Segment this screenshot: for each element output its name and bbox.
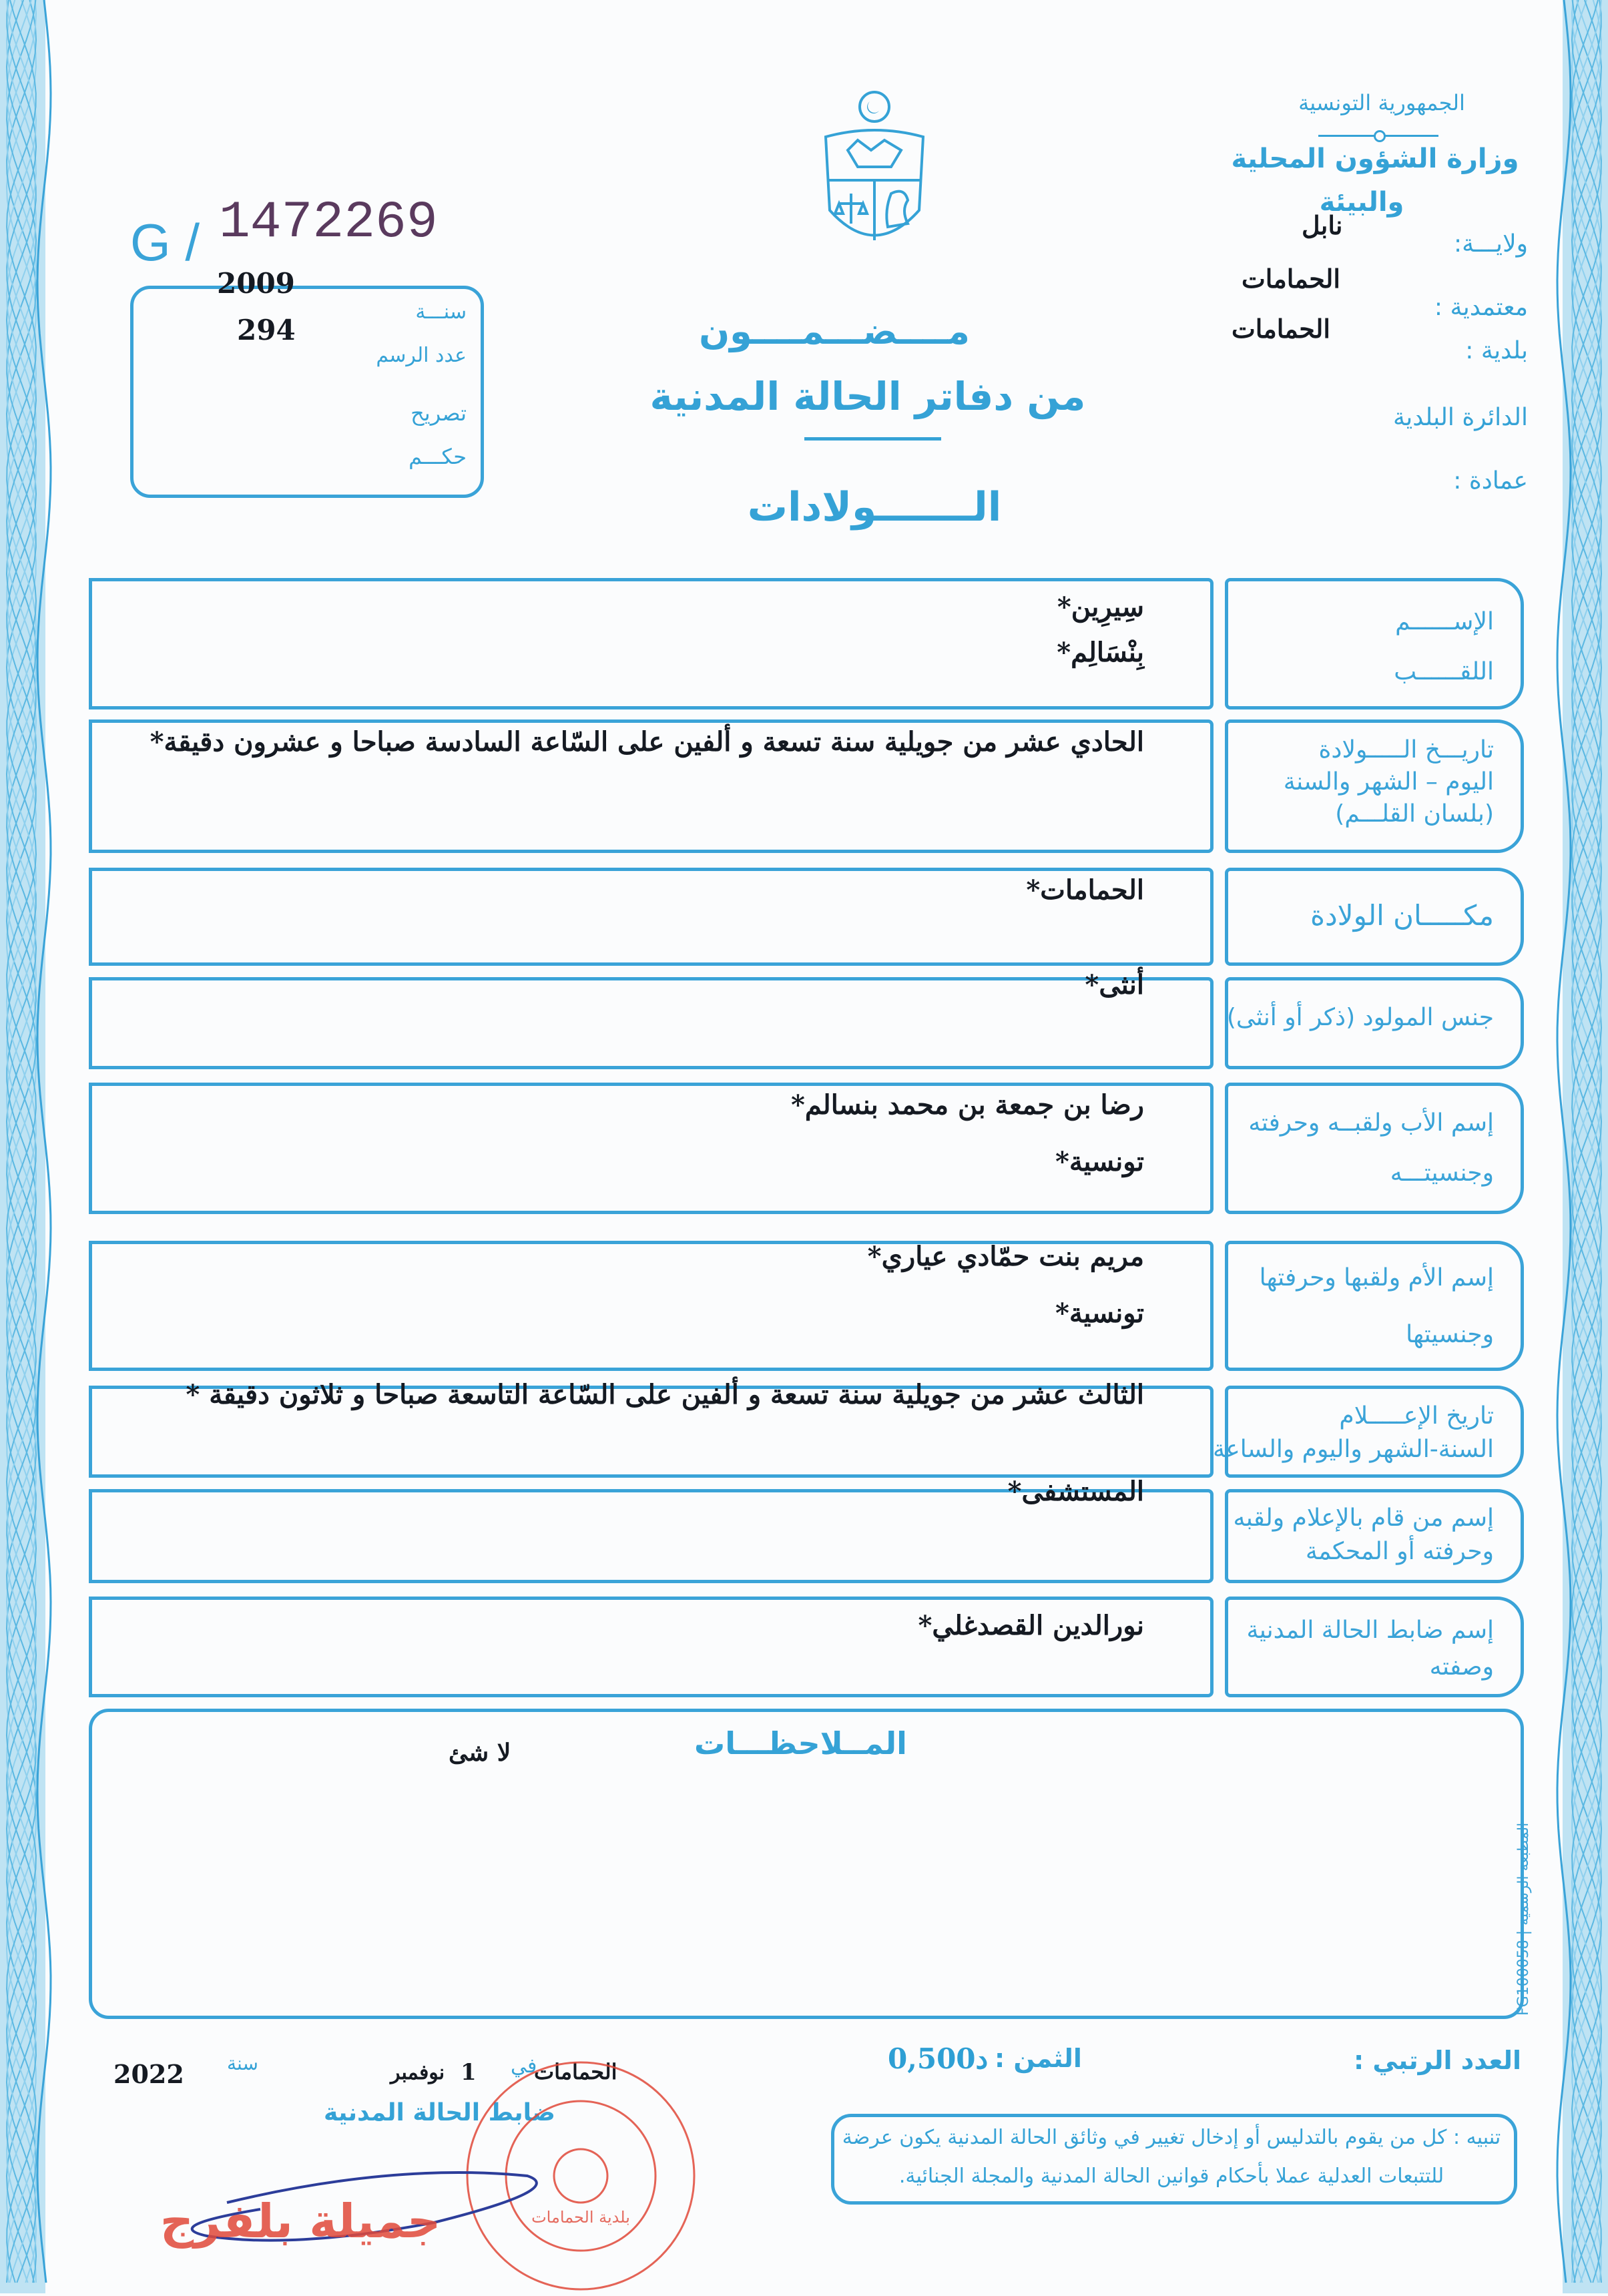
- sex-label: جنس المولود (ذكر أو أنثى): [1226, 1004, 1494, 1031]
- serial-order-label: العدد الرتبي :: [1353, 2046, 1521, 2075]
- municipality-label: بلدية :: [1465, 337, 1528, 364]
- guilloche-border-right: [1555, 0, 1608, 2293]
- price-value: 0,500د: [888, 2042, 989, 2075]
- title-line1: مــــضـــمــــون: [699, 310, 970, 352]
- in-label: في: [511, 2054, 537, 2078]
- issue-day: 1: [461, 2059, 477, 2086]
- birth-date-label: تاريـــخ الـــــولادة: [1318, 736, 1494, 764]
- governorate-label: ولايـــة:: [1453, 230, 1528, 258]
- mother-label-box: [1225, 1241, 1524, 1371]
- name-surname-label: الإســــــم: [1395, 608, 1494, 635]
- republic-name: الجمهورية التونسية: [1298, 90, 1465, 115]
- sex-label-box: [1225, 977, 1524, 1069]
- signature-text: جميلة بلفرج: [160, 2194, 441, 2249]
- father-label-box: [1225, 1083, 1524, 1214]
- declaration-date-label: السنة-الشهر واليوم والساعة: [1213, 1436, 1494, 1463]
- name-surname-label: اللقــــــب: [1394, 658, 1494, 685]
- record-year-value: 2009: [217, 267, 295, 300]
- remarks-label: المــلاحظـــات: [694, 1725, 907, 1761]
- record-number-value: 294: [237, 314, 296, 346]
- warning-line2: للتتبعات العدلية عملا بأحكام قوانين الحالة المدنية والمجلة الجنائية.: [898, 2165, 1444, 2188]
- judgment-label: حكـــم: [409, 444, 467, 469]
- governorate-value: نابل: [1302, 210, 1343, 240]
- printer-mark: المطبعة الرسمية | FG100058: [1515, 1822, 1532, 2016]
- father-value: تونسية*: [1055, 1146, 1144, 1177]
- title-underline: [804, 437, 941, 441]
- record-number-label: عدد الرسم: [376, 344, 467, 367]
- issue-year-label: سنة: [227, 2052, 258, 2074]
- sex-value-box: [89, 977, 1214, 1069]
- declaration-date-value: الثالث عشر من جويلية سنة تسعة و ألفين على السّاعة التاسعة صباحا و ثلاثون دقيقة *: [186, 1379, 1144, 1410]
- civil-officer-label-box: [1225, 1597, 1524, 1697]
- mother-value: تونسية*: [1055, 1298, 1144, 1329]
- issue-year: 2022: [113, 2059, 184, 2089]
- title-line2: من دفاتر الحالة المدنية: [649, 374, 1086, 419]
- warning-line1: تنبيه : كل من يقوم بالتدليس أو إدخال تغيير في وثائق الحالة المدنية يكون عرضة: [842, 2126, 1501, 2149]
- officer-title: ضابط الحالة المدنية: [324, 2099, 555, 2126]
- declaration-date-label-box: [1213, 1386, 1524, 1478]
- municipal-district-label: الدائرة البلدية: [1392, 404, 1528, 431]
- birth-date-label: (بلسان القلـــم): [1335, 800, 1494, 828]
- stamp-text: بلدية الحمامات: [531, 2208, 630, 2227]
- issue-month: نوفمبر: [390, 2061, 445, 2084]
- birth-place-label-box: [1225, 868, 1524, 966]
- record-year-label: سنـــة: [415, 300, 467, 324]
- ministry-name: وزارة الشؤون المحلية: [1231, 144, 1519, 174]
- civil-officer-value: نورالدين القصدغلي*: [918, 1610, 1144, 1641]
- birth-date-value: الحادي عشر من جويلية سنة تسعة و ألفين على السّاعة السادسة صباحا و عشرون دقيقة*: [150, 726, 1144, 758]
- delegation-value: الحمامات: [1242, 264, 1340, 294]
- remarks-value: لا شئ: [449, 1739, 511, 1767]
- birth-date-label: اليوم – الشهر والسنة: [1283, 768, 1494, 796]
- name-surname-value-box: [89, 578, 1214, 709]
- serial-number: 1472269: [219, 194, 438, 252]
- father-label: وجنسيتـــه: [1390, 1159, 1494, 1187]
- signature: [60, 2163, 541, 2263]
- serial-prefix: G /: [130, 213, 200, 272]
- issue-place: الحمامات: [534, 2059, 617, 2084]
- delegation-label: معتمدية :: [1434, 294, 1528, 321]
- father-label: إسم الأب ولقبــه وحرفته: [1248, 1109, 1494, 1137]
- price-label: الثمن :: [995, 2044, 1082, 2073]
- tunisia-coat-of-arms-icon: [818, 87, 931, 264]
- mother-label: وجنسيتها: [1406, 1321, 1494, 1348]
- mother-label: إسم الأم ولقبها وحرفتها: [1259, 1264, 1494, 1292]
- birth-place-label: مكـــــان الولادة: [1310, 899, 1494, 932]
- declaration-date-label: تاريخ الإعـــــلام: [1339, 1402, 1494, 1430]
- mother-value: مريم بنت حمّادي عياري*: [867, 1241, 1144, 1272]
- municipality-value: الحمامات: [1232, 314, 1330, 344]
- ministry-name-line2: والبيئة: [1319, 187, 1404, 218]
- sex-value: أنثى*: [1085, 969, 1144, 1000]
- birth-date-label-box: [1225, 720, 1524, 853]
- civil-officer-label: وصفته: [1429, 1653, 1494, 1681]
- name-surname-label-box: [1225, 578, 1524, 709]
- divider-circle: [1374, 130, 1386, 142]
- name-surname-value: بِنْسَالِم*: [1057, 637, 1144, 668]
- guilloche-border-left: [0, 0, 53, 2293]
- declarant-value: المستشفى*: [1007, 1476, 1144, 1507]
- birth-place-value: الحمامات*: [1026, 874, 1144, 906]
- declarant-label: وحرفته أو المحكمة: [1305, 1538, 1494, 1565]
- name-surname-value: سِيرِين*: [1057, 591, 1144, 623]
- declaration-label: تصريح: [411, 400, 467, 426]
- declarant-label-box: [1225, 1489, 1524, 1583]
- civil-officer-label: إسم ضابط الحالة المدنية: [1246, 1617, 1494, 1644]
- father-value: رضا بن جمعة بن محمد بنسالم*: [790, 1089, 1144, 1121]
- declarant-label: إسم من قام بالإعلام ولقبه: [1233, 1504, 1494, 1532]
- title-line3: الـــــــولادات: [747, 484, 1002, 531]
- imada-label: عمادة :: [1453, 467, 1528, 495]
